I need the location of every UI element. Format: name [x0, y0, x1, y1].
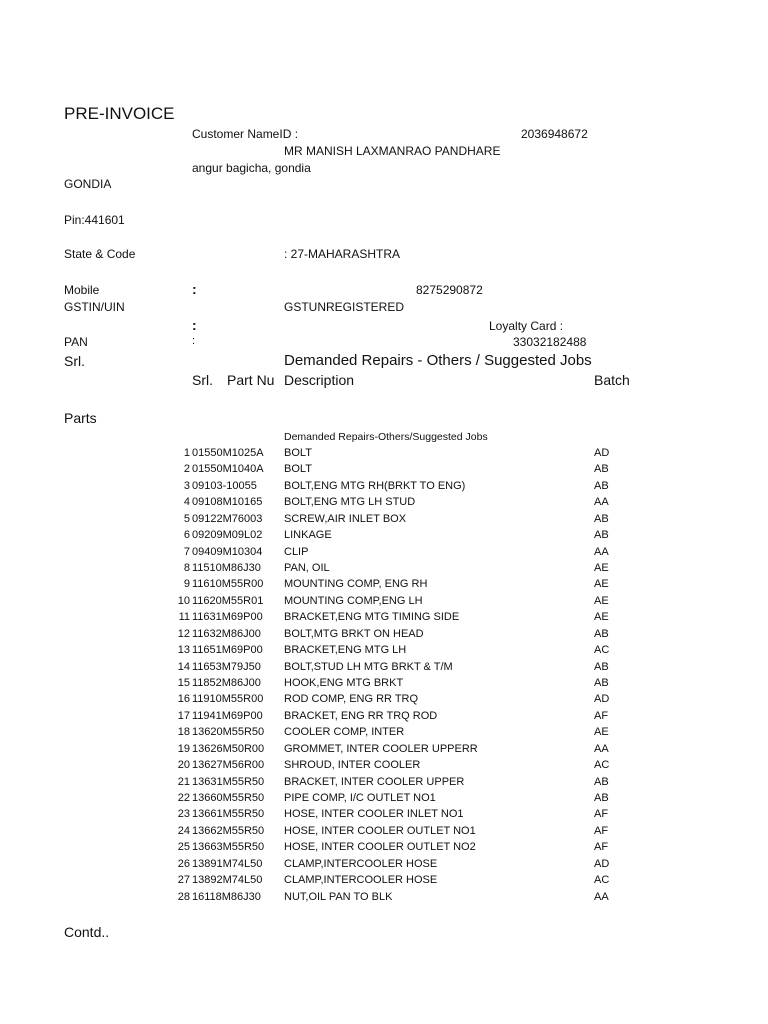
- part-batch: AF: [594, 841, 609, 854]
- part-srl: 8: [183, 562, 190, 574]
- part-srl: 26: [177, 857, 190, 870]
- column-header-part-number: Part Nu: [227, 372, 275, 388]
- part-batch: AB: [594, 660, 609, 673]
- part-number: 09108M10165: [192, 496, 263, 509]
- loyalty-card-value: 33032182488: [513, 335, 587, 349]
- part-batch: AB: [594, 775, 609, 788]
- demanded-repairs-heading: Demanded Repairs - Others / Suggested Jobs: [284, 352, 592, 369]
- part-srl: 13: [177, 644, 190, 657]
- table-row: [0, 661, 768, 677]
- part-number: 09122M76003: [192, 512, 263, 525]
- table-row: [0, 743, 768, 759]
- table-row: [0, 529, 768, 545]
- part-number: 13891M74L50: [192, 857, 263, 870]
- part-batch: AE: [594, 578, 609, 591]
- table-row: [0, 513, 768, 529]
- part-number: 11653M79J50: [192, 660, 261, 673]
- customer-address: angur bagicha, gondia: [192, 161, 311, 175]
- part-batch: AE: [594, 562, 609, 574]
- part-batch: AC: [594, 874, 610, 887]
- part-batch: AA: [594, 496, 609, 509]
- gstin-colon: :: [192, 317, 197, 333]
- part-description: CLAMP,INTERCOOLER HOSE: [284, 857, 438, 870]
- table-row: [0, 759, 768, 775]
- part-number: 09103-10055: [192, 479, 257, 492]
- part-batch: AA: [594, 545, 609, 558]
- parts-label: Parts: [64, 410, 97, 426]
- part-number: 13631M55R50: [192, 775, 265, 788]
- part-batch: AB: [594, 627, 609, 640]
- state-label: State & Code: [64, 247, 136, 261]
- part-description: CLIP: [284, 545, 309, 558]
- table-row: [0, 480, 768, 496]
- part-description: HOSE, INTER COOLER OUTLET NO2: [284, 841, 476, 854]
- table-row: [0, 858, 768, 874]
- part-description: BOLT: [284, 447, 312, 459]
- table-row: [0, 562, 768, 578]
- part-batch: AB: [594, 792, 609, 805]
- customer-id: 2036948672: [521, 127, 588, 141]
- part-srl: 11: [178, 611, 190, 624]
- part-srl: 19: [177, 742, 190, 755]
- part-srl: 18: [177, 726, 190, 739]
- part-number: 16118M86J30: [192, 890, 261, 903]
- part-batch: AA: [594, 890, 609, 903]
- part-number: 11632M86J00: [192, 627, 261, 640]
- part-srl: 7: [183, 545, 190, 558]
- part-description: HOSE, INTER COOLER OUTLET NO1: [284, 824, 476, 837]
- table-row: [0, 808, 768, 824]
- part-description: BRACKET, ENG RR TRQ ROD: [284, 709, 438, 722]
- part-description: BRACKET,ENG MTG TIMING SIDE: [284, 611, 460, 624]
- table-row: [0, 825, 768, 841]
- part-srl: 24: [177, 824, 190, 837]
- part-description: HOSE, INTER COOLER INLET NO1: [284, 808, 464, 821]
- mobile-value: 8275290872: [416, 283, 483, 297]
- table-row: [0, 677, 768, 693]
- table-row: [0, 776, 768, 792]
- pan-label: PAN: [64, 335, 88, 349]
- part-description: PAN, OIL: [284, 562, 330, 574]
- table-row: [0, 611, 768, 627]
- part-batch: AD: [594, 693, 610, 706]
- gstin-value: GSTUNREGISTERED: [284, 300, 405, 314]
- part-description: SHROUD, INTER COOLER: [284, 759, 421, 772]
- part-number: 13626M50R00: [192, 742, 265, 755]
- part-description: BOLT,ENG MTG RH(BRKT TO ENG): [284, 479, 466, 492]
- part-batch: AE: [594, 594, 609, 607]
- column-header-batch: Batch: [594, 372, 630, 388]
- part-srl: 21: [177, 775, 190, 788]
- part-number: 09409M10304: [192, 545, 263, 558]
- part-srl: 23: [177, 808, 190, 821]
- table-row: [0, 463, 768, 479]
- loyalty-card-label: Loyalty Card :: [489, 319, 564, 333]
- part-description: PIPE COMP, I/C OUTLET NO1: [284, 792, 436, 805]
- part-number: 13662M55R50: [192, 824, 265, 837]
- part-batch: AF: [594, 824, 609, 837]
- part-description: BRACKET, INTER COOLER UPPER: [284, 775, 465, 788]
- part-srl: 2: [183, 463, 190, 476]
- table-row: [0, 792, 768, 808]
- part-number: 01550M1040A: [192, 463, 264, 476]
- table-row: [0, 891, 768, 907]
- part-batch: AA: [594, 742, 609, 755]
- table-row: [0, 644, 768, 660]
- part-srl: 14: [177, 660, 190, 673]
- part-number: 11610M55R00: [192, 578, 264, 591]
- part-batch: AC: [594, 759, 610, 772]
- column-header-description: Description: [284, 372, 355, 388]
- part-description: BOLT,STUD LH MTG BRKT & T/M: [284, 660, 453, 673]
- part-description: SCREW,AIR INLET BOX: [284, 512, 407, 525]
- part-batch: AB: [594, 479, 609, 492]
- part-description: HOOK,ENG MTG BRKT: [284, 677, 404, 690]
- part-number: 11910M55R00: [192, 693, 264, 706]
- part-batch: AC: [594, 644, 610, 657]
- part-description: BOLT: [284, 463, 312, 476]
- part-srl: 9: [183, 578, 190, 591]
- part-batch: AE: [594, 726, 609, 739]
- part-srl: 5: [183, 512, 190, 525]
- parts-sub-heading: Demanded Repairs-Others/Suggested Jobs: [284, 431, 488, 443]
- part-number: 01550M1025A: [192, 447, 264, 459]
- part-number: 09209M09L02: [192, 529, 263, 542]
- part-number: 13663M55R50: [192, 841, 265, 854]
- column-header-srl: Srl.: [192, 372, 213, 388]
- part-batch: AB: [594, 463, 609, 476]
- table-row: [0, 693, 768, 709]
- part-batch: AD: [594, 857, 610, 870]
- part-srl: 4: [183, 496, 190, 509]
- part-number: 11620M55R01: [192, 594, 264, 607]
- part-srl: 28: [177, 890, 190, 903]
- table-row: [0, 841, 768, 857]
- part-description: COOLER COMP, INTER: [284, 726, 405, 739]
- customer-pin: Pin:441601: [64, 213, 125, 227]
- part-srl: 27: [177, 874, 190, 887]
- part-number: 13660M55R50: [192, 792, 265, 805]
- table-row: [0, 628, 768, 644]
- part-number: 13620M55R50: [192, 726, 265, 739]
- part-srl: 10: [177, 594, 190, 607]
- table-row: [0, 710, 768, 726]
- mobile-colon: :: [192, 281, 197, 297]
- part-description: LINKAGE: [284, 529, 332, 542]
- part-description: MOUNTING COMP, ENG RH: [284, 578, 428, 591]
- part-srl: 16: [177, 693, 190, 706]
- part-description: NUT,OIL PAN TO BLK: [284, 890, 393, 903]
- part-number: 13892M74L50: [192, 874, 263, 887]
- part-srl: 15: [177, 677, 190, 690]
- page-title: PRE-INVOICE: [64, 104, 175, 123]
- part-srl: 17: [177, 709, 190, 722]
- table-row: [0, 726, 768, 742]
- table-row: [0, 546, 768, 562]
- part-description: GROMMET, INTER COOLER UPPERR: [284, 742, 478, 755]
- part-description: BOLT,MTG BRKT ON HEAD: [284, 627, 424, 640]
- customer-name: MR MANISH LAXMANRAO PANDHARE: [284, 144, 501, 158]
- part-srl: 22: [177, 792, 190, 805]
- table-row: [0, 595, 768, 611]
- customer-name-id-label: Customer NameID :: [192, 127, 299, 141]
- customer-city: GONDIA: [64, 177, 112, 191]
- srl-heading: Srl.: [64, 353, 85, 369]
- part-number: 11852M86J00: [192, 677, 261, 690]
- part-number: 11510M86J30: [192, 562, 261, 574]
- continued-note: Contd..: [64, 924, 110, 940]
- part-srl: 1: [183, 447, 190, 459]
- part-number: 11651M69P00: [192, 644, 263, 657]
- part-description: BOLT,ENG MTG LH STUD: [284, 496, 416, 509]
- part-batch: AF: [594, 709, 609, 722]
- part-srl: 25: [177, 841, 190, 854]
- gstin-label: GSTIN/UIN: [64, 300, 125, 314]
- part-number: 11941M69P00: [192, 709, 263, 722]
- part-srl: 20: [177, 759, 190, 772]
- table-row: [0, 496, 768, 512]
- part-number: 13627M56R00: [192, 759, 265, 772]
- part-batch: AD: [594, 447, 610, 459]
- part-description: CLAMP,INTERCOOLER HOSE: [284, 874, 438, 887]
- table-row: [0, 578, 768, 594]
- part-srl: 12: [177, 627, 190, 640]
- part-srl: 6: [183, 529, 190, 542]
- mobile-label: Mobile: [64, 283, 100, 297]
- state-value: : 27-MAHARASHTRA: [284, 247, 401, 261]
- part-batch: AE: [594, 611, 609, 624]
- part-batch: AB: [594, 677, 609, 690]
- part-description: ROD COMP, ENG RR TRQ: [284, 693, 419, 706]
- table-row: [0, 447, 768, 463]
- part-batch: AB: [594, 512, 609, 525]
- part-description: BRACKET,ENG MTG LH: [284, 644, 407, 657]
- part-number: 11631M69P00: [192, 611, 263, 624]
- pan-colon: :: [192, 335, 196, 347]
- table-row: [0, 874, 768, 890]
- part-batch: AB: [594, 529, 609, 542]
- part-number: 13661M55R50: [192, 808, 265, 821]
- part-description: MOUNTING COMP,ENG LH: [284, 594, 423, 607]
- part-srl: 3: [183, 479, 190, 492]
- part-batch: AF: [594, 808, 609, 821]
